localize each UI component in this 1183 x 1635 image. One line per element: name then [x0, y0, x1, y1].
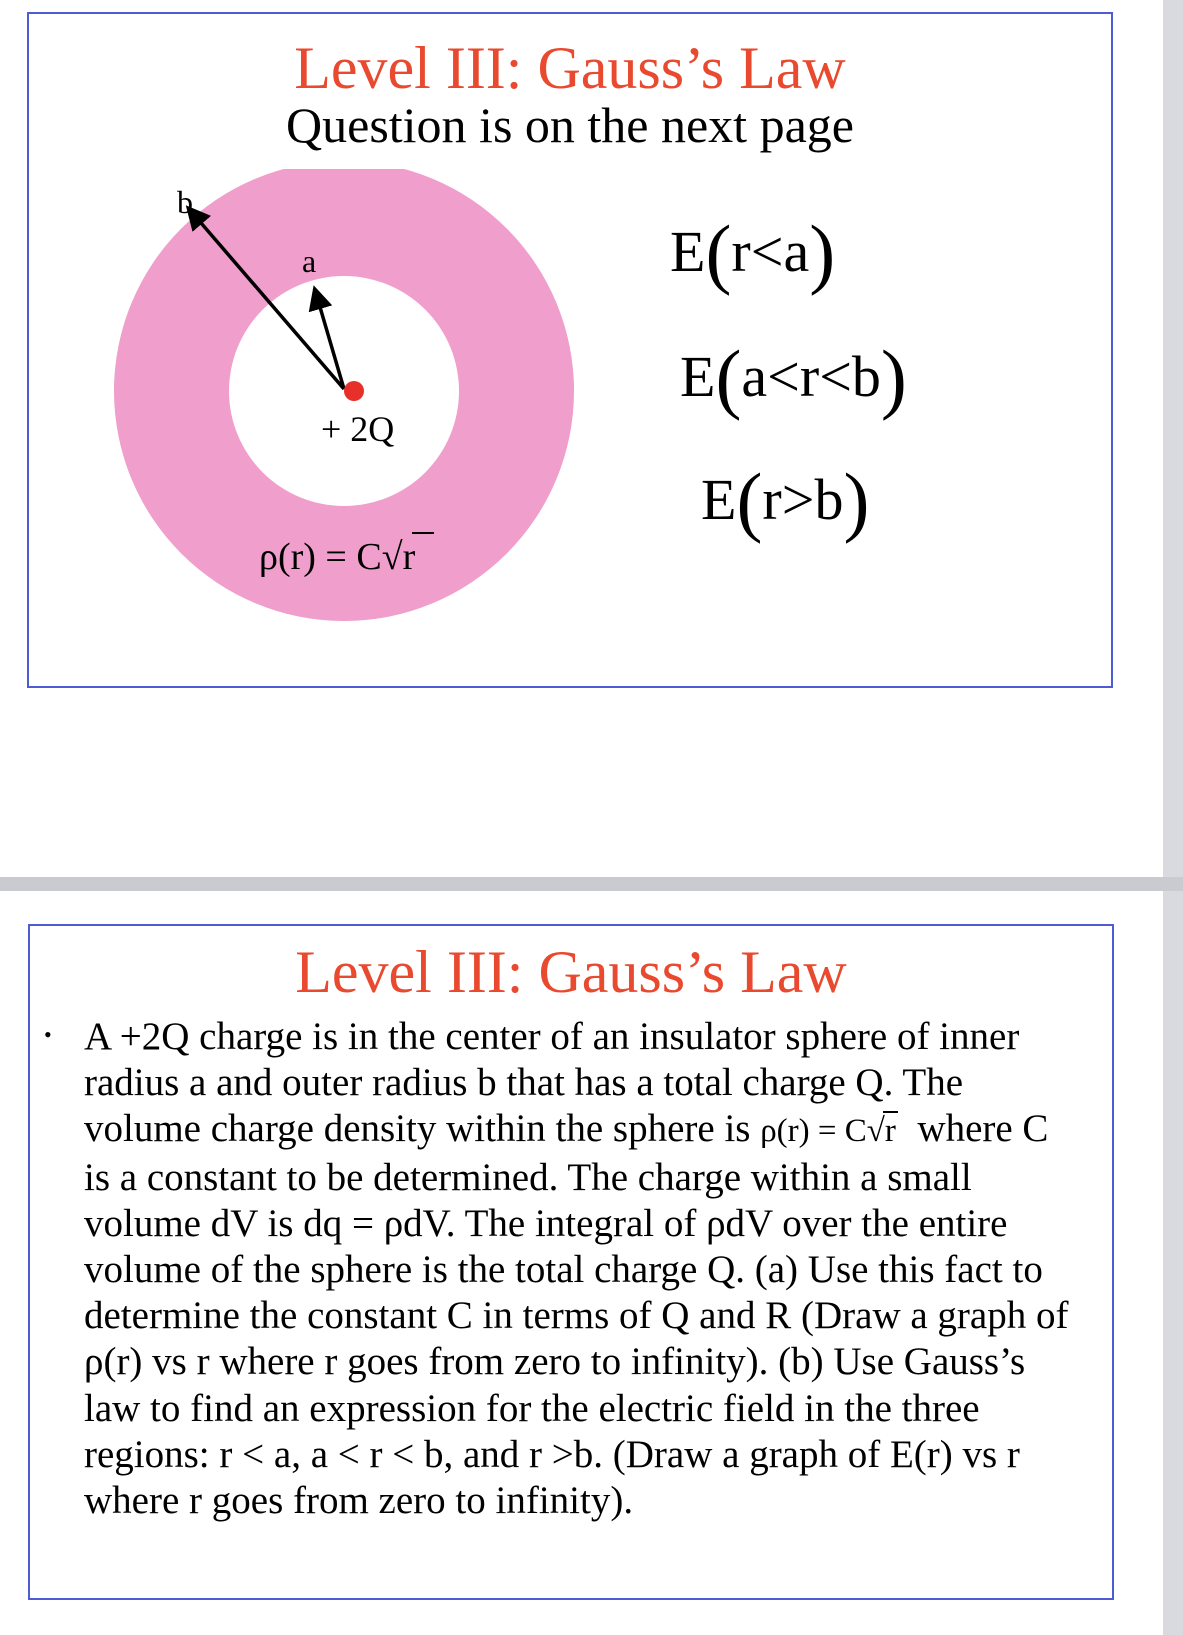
- equation-inner: r>b: [762, 467, 844, 532]
- inline-density-radicand: r: [884, 1113, 896, 1150]
- bullet-point: •: [44, 1022, 52, 1047]
- density-label: [259, 536, 416, 578]
- equation-field-inside: [670, 209, 836, 296]
- slide-2: [28, 924, 1114, 1600]
- slide-subtitle: Question is on the next page: [286, 97, 854, 153]
- inline-density-formula: [760, 1113, 898, 1149]
- equation-field-shell: [680, 334, 907, 421]
- equation-inner: r<a: [731, 219, 810, 284]
- density-radicand: r: [402, 536, 416, 578]
- equation-lhs: E: [670, 219, 706, 284]
- slide-title: Level III: Gauss’s Law: [294, 35, 846, 101]
- label-b: b: [177, 184, 193, 220]
- point-charge: [344, 381, 364, 401]
- equation-field-outside: [701, 457, 870, 544]
- question-text: [84, 1014, 1084, 1524]
- question-text-part-1: A +2Q charge is in the center of an insulator sphere of inner radius a and outer radius b that has a total charge Q. The volume charge density within the sphere is: [84, 1015, 1020, 1151]
- shell-diagram: [89, 169, 589, 639]
- density-prefix: ρ(r) = C: [259, 536, 382, 578]
- label-a: a: [302, 243, 317, 279]
- close-paren: ): [843, 457, 870, 544]
- sqrt-sign: √: [866, 1113, 885, 1150]
- open-paren: (: [736, 457, 763, 544]
- slide-1: [27, 12, 1113, 688]
- open-paren: (: [705, 209, 732, 296]
- inline-density-prefix: ρ(r) = C: [760, 1113, 867, 1150]
- sqrt-expression: [867, 1108, 898, 1154]
- question-text-part-2: where C is a constant to be determined. The charge within a small volume dV is dq = ρdV. The integral of ρdV over the entire volume of the sphere is the total charge Q. (a) Use this fact to determine the constant C in terms of Q and R (Draw a graph of ρ(r) vs r where r goes from zero to infinity). (b) Use Gauss’s law to find an expression for the electric field in the three regions: r < a, a < r < b, and r >b. (Draw a graph of E(r) vs r where r goes from zero to infinity).: [84, 1107, 1069, 1523]
- close-paren: ): [880, 334, 907, 421]
- equation-inner: a<r<b: [741, 344, 881, 409]
- sqrt-sign: √: [381, 536, 403, 578]
- equation-lhs: E: [680, 344, 716, 409]
- close-paren: ): [809, 209, 836, 296]
- open-paren: (: [715, 334, 742, 421]
- slide-title: Level III: Gauss’s Law: [295, 939, 847, 1005]
- slide-separator: [0, 877, 1183, 891]
- charge-label: + 2Q: [321, 409, 395, 449]
- equation-lhs: E: [701, 467, 737, 532]
- window-edge: [1163, 0, 1183, 1635]
